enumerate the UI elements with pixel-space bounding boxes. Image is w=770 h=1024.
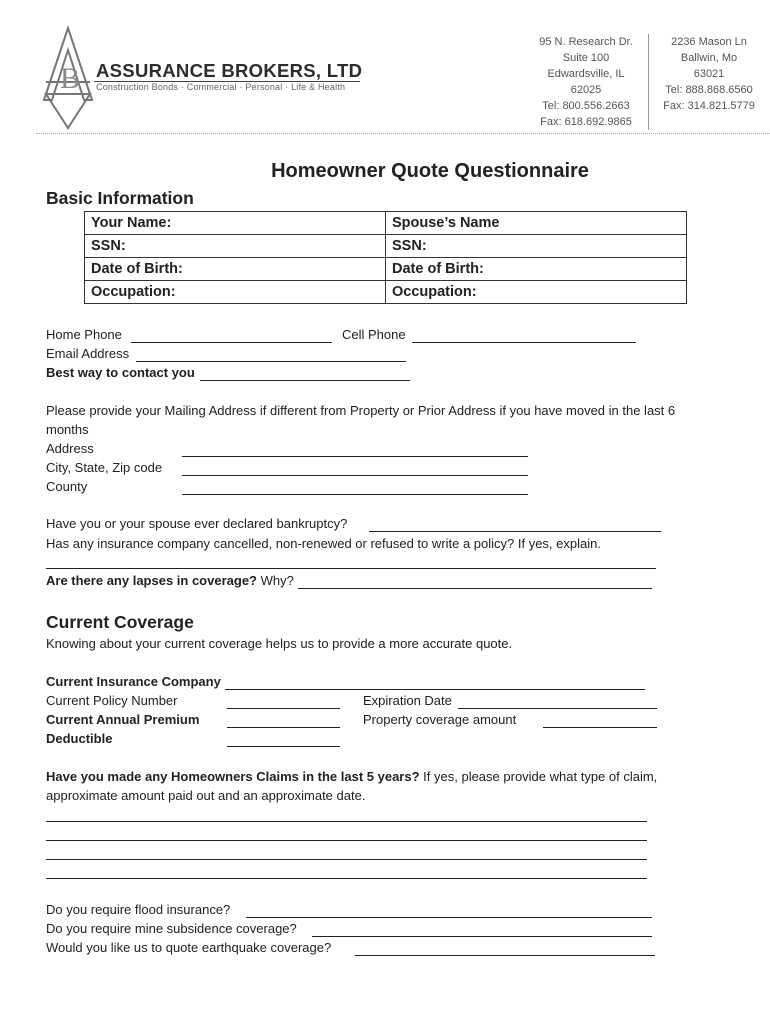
county-label: County (46, 479, 88, 494)
mine-subsidence-field[interactable] (312, 936, 652, 937)
earthquake-question: Would you like us to quote earthquake coverage? (46, 940, 332, 955)
city-state-zip-label: City, State, Zip code (46, 460, 163, 475)
insurance-company-label: Current Insurance Company (46, 674, 221, 689)
earthquake-field[interactable] (355, 955, 655, 956)
home-phone-label: Home Phone (46, 327, 122, 342)
claims-field-line[interactable] (46, 878, 647, 879)
deductible-field[interactable] (227, 746, 340, 747)
company-logo (40, 24, 100, 134)
address-line: 2236 Mason Ln (671, 36, 747, 48)
spouse-ssn-cell[interactable]: SSN: (386, 235, 687, 258)
expiration-date-label: Expiration Date (363, 693, 452, 708)
cell-phone-label: Cell Phone (342, 327, 406, 342)
claims-question-bold: Have you made any Homeowners Claims in the last 5 years? (46, 769, 420, 784)
county-field[interactable] (182, 494, 528, 495)
policy-number-label: Current Policy Number (46, 693, 178, 708)
table-row (85, 258, 687, 281)
phone-line: Tel: 800.556.2663 (542, 100, 630, 112)
office-address-ballwin (655, 34, 763, 114)
address-divider (648, 34, 649, 130)
address-line: Ballwin, Mo (680, 52, 738, 64)
page-title: Homeowner Quote Questionnaire (271, 160, 589, 182)
company-name: ASSURANCE BROKERS, LTD (96, 60, 363, 81)
header-divider (36, 133, 770, 134)
mailing-address-prompt: Please provide your Mailing Address if different from Property or Prior Address if you have moved in the last 6 (46, 403, 676, 418)
address-line: Edwardsville, IL (547, 68, 625, 80)
annual-premium-field[interactable] (227, 727, 340, 728)
table-row (85, 235, 687, 258)
address-line: 95 N. Research Dr. (539, 36, 633, 48)
lapses-field[interactable] (298, 588, 652, 589)
fax-line: Fax: 618.692.9865 (540, 116, 632, 128)
claims-field-line[interactable] (46, 821, 647, 822)
occupation-cell[interactable]: Occupation: (85, 281, 386, 304)
property-coverage-field[interactable] (543, 727, 657, 728)
company-tagline: Construction Bonds · Commercial · Personal · Life & Health (96, 82, 346, 92)
claims-question (46, 769, 657, 784)
phone-line: Tel: 888.868.6560 (665, 84, 753, 96)
spouse-dob-cell[interactable]: Date of Birth: (386, 258, 687, 281)
email-label: Email Address (46, 346, 130, 361)
email-field[interactable] (136, 361, 406, 362)
mailing-address-prompt-cont: months (46, 422, 89, 437)
lapses-label: Are there any lapses in coverage? (46, 573, 257, 588)
policy-number-field[interactable] (227, 708, 340, 709)
lapses-question (46, 573, 294, 588)
address-label: Address (46, 441, 94, 456)
why-label: Why? (260, 573, 294, 588)
claims-question-cont: approximate amount paid out and an approximate date. (46, 788, 366, 803)
annual-premium-label: Current Annual Premium (46, 712, 200, 727)
address-line: 62025 (570, 84, 602, 96)
table-row (85, 281, 687, 304)
address-field[interactable] (182, 456, 528, 457)
coverage-intro: Knowing about your current coverage helps us to provide a more accurate quote. (46, 636, 513, 651)
property-coverage-label: Property coverage amount (363, 712, 517, 727)
address-line: Suite 100 (562, 52, 610, 64)
table-row (85, 212, 687, 235)
claims-field-line[interactable] (46, 859, 647, 860)
claims-field-line[interactable] (46, 840, 647, 841)
cell-phone-field[interactable] (412, 342, 636, 343)
best-contact-label: Best way to contact you (46, 365, 195, 380)
ssn-cell[interactable]: SSN: (85, 235, 386, 258)
flood-question: Do you require flood insurance? (46, 902, 231, 917)
mine-subsidence-question: Do you require mine subsidence coverage? (46, 921, 297, 936)
address-line: 63021 (693, 68, 725, 80)
section-heading-coverage: Current Coverage (46, 612, 194, 632)
spouse-occupation-cell[interactable]: Occupation: (386, 281, 687, 304)
expiration-date-field[interactable] (458, 708, 657, 709)
logo-letter-b: B (60, 62, 81, 95)
spouse-name-cell[interactable]: Spouse’s Name (386, 212, 687, 235)
your-name-cell[interactable]: Your Name: (85, 212, 386, 235)
section-heading-basic: Basic Information (46, 188, 194, 208)
cancelled-explain-field[interactable] (46, 568, 656, 569)
bankruptcy-question: Have you or your spouse ever declared bankruptcy? (46, 516, 348, 531)
fax-line: Fax: 314.821.5779 (663, 100, 755, 112)
office-address-edwardsville (522, 34, 650, 130)
bankruptcy-field[interactable] (369, 531, 661, 532)
insurance-company-field[interactable] (225, 689, 645, 690)
claims-question-rest: If yes, please provide what type of claim, (423, 769, 658, 784)
cancelled-question: Has any insurance company cancelled, non-renewed or refused to write a policy? If yes, explain. (46, 536, 601, 551)
home-phone-field[interactable] (131, 342, 332, 343)
personal-info-table (84, 211, 687, 304)
city-state-zip-field[interactable] (182, 475, 528, 476)
deductible-label: Deductible (46, 731, 113, 746)
flood-field[interactable] (246, 917, 652, 918)
dob-cell[interactable]: Date of Birth: (85, 258, 386, 281)
best-contact-field[interactable] (200, 380, 410, 381)
